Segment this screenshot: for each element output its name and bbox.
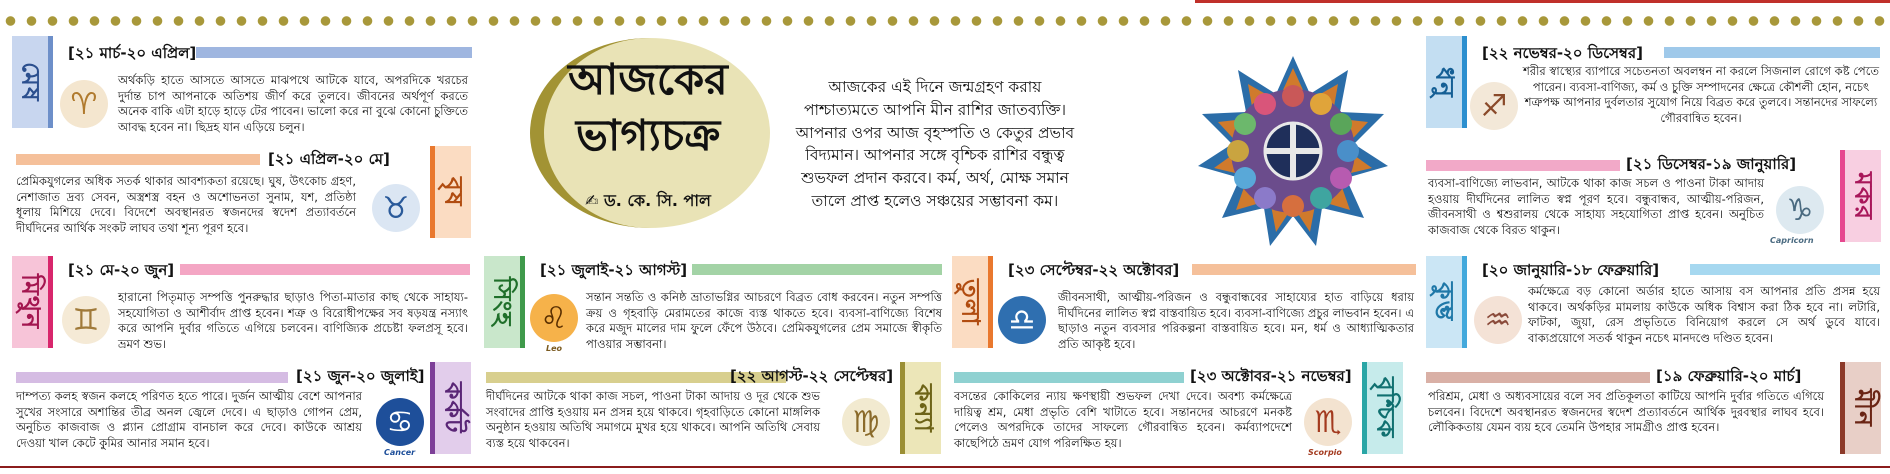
color-bar: [1426, 160, 1620, 171]
sign-text: বসন্তের কোকিলের ন্যায় ক্ষণস্থায়ী শুভফল দেখা দেবে। অবশ্য কর্মক্ষেত্রে দায়িত্ব শ্রম, মেধা প্রভৃতি বেশি খাটাতে হবে। সন্তানদের আচরণে মনকষ্ট পেলেও অপরদিকে তাদের সাফল্যে গৌরবান্বিত হবেন। কর্মব্যাপদেশে কাছেপিঠে ভ্রমণ যোগ পরিলক্ষিত হয়।: [954, 389, 1292, 450]
top-rule: [1195, 0, 1890, 3]
sign-name: মীন: [1840, 362, 1881, 454]
scorpio-icon: ♏: [1304, 398, 1352, 446]
sign-text: হারানো পিতৃমাতৃ সম্পত্তি পুনরুদ্ধার ছাড়াও পিতা-মাতার কাছ থেকে সাহায্য-সহযোগিতা ও আশীর্বাদ প্রাপ্ত হবেন। শত্রু ও বিরোধীপক্ষের সব ষড়যন্ত্র নস্যাৎ করে আপনি দুর্বার গতিতে এগিয়ে চলবেন। বাণিজ্যিক প্রচেষ্টা ফলপ্রসূ হবে। ভ্রমণ শুভ।: [118, 290, 468, 351]
dotted-border: [0, 14, 1890, 28]
sign-dates: [২২ আগস্ট-২২ সেপ্টেম্বর]: [730, 367, 894, 385]
sign-text: দাম্পত্য কলহ স্বজন কলহে পরিণত হতে পারে। দুর্জন আত্মীয় বেশে আপনার সুখের সংসারে অশান্তির তীব্র অনল জ্বেলে দেবে। এ ছাড়াও গোপন প্রেম, অনুচিত কাজবাজ ও প্ল্যান প্রোগ্রাম বানচাল করে দেবে। কাউকে আশ্রয় দেওয়া খাল কেটে কুমির আনার সমান হবে।: [16, 389, 362, 450]
taurus-icon: ♉: [372, 184, 420, 232]
sign-dates: [২১ মে-২০ জুন]: [68, 261, 175, 279]
sign-name: মেষ: [12, 36, 53, 128]
sign-name: ধনু: [1426, 36, 1467, 128]
sign-name: তুলা: [952, 256, 993, 348]
aries-icon: ♈: [60, 80, 108, 128]
color-bar: [1192, 264, 1416, 275]
color-bar: [954, 372, 1184, 383]
sign-name: বৃষ: [430, 146, 471, 238]
sign-dates: [২৩ অক্টোবর-২১ নভেম্বর]: [1190, 367, 1352, 385]
leo-icon: ♌: [530, 294, 578, 342]
sign-text: জীবনসাথী, আত্মীয়-পরিজন ও বন্ধুবান্ধবের সাহায্যের হাত বাড়িয়ে ধরায় দীর্ঘদিনের লালিত স্বপ্ন বাস্তবায়িত হবে। ব্যবসা-বাণিজ্যে প্রচুর লাভবান হবেন। এ ছাড়াও নতুন ব্যবসার পরিকল্পনা বাস্তবায়িত হবে। মন, ধর্ম ও আধ্যাত্মিকতার প্রতি আকৃষ্ট হবে।: [1058, 290, 1414, 351]
sign-text: সন্তান সন্ততি ও কনিষ্ঠ ভ্রাতাভগ্নির আচরণে বিব্রত বোধ করবেন। নতুন সম্পত্তি ক্রয় ও গৃহবাড়ি মেরামতের কাজে ব্যস্ত থাকতে হবে। ব্যবসা-বাণিজ্যে বিশেষ করে মজুদ মালের দাম ফুলে ফেঁপে উঠবে। প্রেমিকযুগলের প্রেম সমাজে স্বীকৃতি পাওয়ার সম্ভাবনা।: [586, 290, 942, 351]
author-label: ড. কে. সি. পাল: [604, 191, 711, 210]
sign-text: পরিশ্রম, মেধা ও অধ্যবসায়ের বলে সব প্রতিকূলতা কাটিয়ে আপনি দুর্বার গতিতে এগিয়ে চলবেন। বিদেশে অবস্থানরত স্বজনদের স্বদেশ প্রত্যাবর্তনে আর্থিক দুরবস্থার লাঘব হবে। লৌকিকতায় যেমন ব্যয় হবে তেমনি উপহার সামগ্রীও প্রাপ্ত হবেন।: [1428, 389, 1824, 435]
scorpio-label: Scorpio: [1308, 448, 1342, 457]
sign-dates: [২১ জুলাই-২১ আগস্ট]: [540, 261, 688, 279]
sign-dates: [২৩ সেপ্টেম্বর-২২ অক্টোবর]: [1008, 261, 1180, 279]
sign-text: কর্মক্ষেত্রে বড় কোনো অর্ডার হাতে আসায় বস আপনার প্রতি প্রসন্ন হয়ে থাকবে। অর্থকড়ির মামলায় কাউকে অধিক বিশ্বাস করা ঠিক হবে না। লটারি, ফাটকা, জুয়া, রেস প্রভৃতিতে বিনিয়োগ করলে সে অর্থ ডুবে যাবে। বাক্যপ্রয়োগে সতর্ক থাকুন নচেৎ মানদণ্ডে দণ্ডিত হবেন।: [1528, 284, 1880, 345]
sign-name: কন্যা: [900, 362, 941, 454]
sign-name: মিথুন: [12, 256, 53, 348]
virgo-icon: ♍: [842, 398, 890, 446]
color-bar: [196, 47, 472, 58]
cancer-label: Cancer: [384, 448, 416, 457]
sign-name: কর্কট: [430, 362, 471, 454]
cancer-icon: ♋: [376, 398, 424, 446]
sagittarius-icon: ♐: [1470, 82, 1518, 130]
sign-name: কুম্ভ: [1426, 256, 1467, 348]
intro-text: আজকের এই দিনে জন্মগ্রহণ করায় পাশ্চাত্যমতে আপনি মীন রাশির জাতব্যক্তি। আপনার ওপর আজ বৃহস্পতি ও কেতুর প্রভাব বিদ্যমান। আপনার সঙ্গে বৃশ্চিক রাশির বন্ধুত্ব শুভফল প্রদান করবে। কর্ম, অর্থ, মোক্ষ সমান তালে প্রাপ্ত হলেও সঞ্চয়ের সম্ভাবনা কম।: [795, 78, 1075, 210]
color-bar: [180, 264, 470, 275]
color-bar: [16, 372, 288, 383]
sign-dates: [১৯ ফেব্রুয়ারি-২০ মার্চ]: [1656, 367, 1802, 385]
color-bar: [1426, 372, 1650, 383]
sign-dates: [২১ ডিসেম্বর-১৯ জানুয়ারি]: [1626, 155, 1797, 173]
sign-name: বৃশ্চিক: [1362, 362, 1403, 454]
sign-dates: [২১ মার্চ-২০ এপ্রিল]: [68, 44, 197, 62]
sign-text: ব্যবসা-বাণিজ্যে লাভবান, আটকে থাকা কাজ সচল ও পাওনা টাকা আদায় হওয়ায় দীর্ঘদিনের লালিত স্বপ্ন পূরণ হবে। বন্ধুবান্ধব, আত্মীয়-পরিজন, জীবনসাথী ও শ্বশুরালয় থেকে সাহায্য সহযোগিতা প্রাপ্ত হবেন। অনুচিত কাজবাজ থেকে বিরত থাকুন।: [1428, 176, 1764, 237]
leo-label: Leo: [546, 344, 563, 353]
color-bar: [692, 264, 942, 275]
sign-dates: [২০ জানুয়ারি-১৮ ফেব্রুয়ারি]: [1482, 261, 1660, 279]
sign-dates: [২১ এপ্রিল-২০ মে]: [268, 150, 390, 168]
sign-name: মকর: [1840, 150, 1881, 242]
capricorn-label: Capricorn: [1770, 236, 1814, 245]
sign-dates: [২২ নভেম্বর-২০ ডিসেম্বর]: [1482, 44, 1643, 62]
author-name: [548, 188, 748, 215]
libra-icon: ♎: [998, 296, 1046, 344]
zodiac-wheel-image: [1198, 56, 1388, 246]
page-title: আজকের ভাগ্যচক্র: [568, 55, 728, 161]
gemini-icon: ♊: [62, 296, 110, 344]
pen-icon: ✍: [585, 191, 604, 210]
capricorn-icon: ♑: [1776, 186, 1824, 234]
sign-text: দীর্ঘদিনের আটকে থাকা কাজ সচল, পাওনা টাকা আদায় ও দূর থেকে শুভ সংবাদের প্রাপ্তি হওয়ায় মন প্রসন্ন হয়ে থাকবে। গৃহবাড়িতে কোনো মাঙ্গলিক অনুষ্ঠান হওয়ায় অতিথি সমাগমে মুখর হয়ে থাকবে। আপনি অতিথি সেবায় ব্যস্ত হয়ে থাকবেন।: [486, 389, 820, 450]
color-bar: [1664, 47, 1880, 58]
aquarius-icon: ♒: [1474, 296, 1522, 344]
sign-text: শরীর স্বাস্থ্যের ব্যাপারে সচেতনতা অবলম্বন না করলে সিজনাল রোগে কষ্ট পেতে পারেন। ব্যবসা-বাণিজ্য, কর্ম ও চুক্তি সম্পাদনের ক্ষেত্রে কৌশলী হোন, নচেৎ শত্রুপক্ষ আপনার দুর্বলতার সুযোগ নিয়ে বিব্রত করে তুলবে। সন্তানদের সাফল্যে গৌরবান্বিত হবেন।: [1523, 64, 1879, 125]
sign-text: অর্থকড়ি হাতে আসতে আসতে মাঝপথে আটকে যাবে, অপরদিকে খরচের দুর্দান্ত চাপ আপনাকে অতিশয় জীর্ণ করে তুলবে। জীবনের অর্থপূর্ণ করতে অনেক বাকি এটা হাড়ে হাড়ে টের পাবেন। ভালো করে না বুঝে কোনো চুক্তিতে আবদ্ধ হবেন না। ছিদ্রহ যান এড়িয়ে চলুন।: [118, 73, 468, 134]
color-bar: [16, 154, 260, 165]
color-bar: [1690, 264, 1880, 275]
sign-dates: [২১ জুন-২০ জুলাই]: [296, 367, 425, 385]
sign-name: সিংহ: [484, 256, 525, 348]
sign-text: প্রেমিকযুগলের অধিক সতর্ক থাকার আবশ্যকতা রয়েছে। ঘুষ, উৎকোচ গ্রহণ, নেশাজাত দ্রব্য সেবন, অস্ত্রশস্ত্র বহন ও অশোভনতা সুনাম, যশ, প্রতিষ্ঠা ধূলায় মিশিয়ে দেবে। বিদেশে অবস্থানরত স্বজনদের স্বদেশ প্রত্যাবর্তনে দীর্ঘদিনের আর্থিক সংকট লাঘব তথা শূন্য পূরণ হবে।: [16, 174, 356, 235]
bottom-rule: [0, 466, 1890, 468]
